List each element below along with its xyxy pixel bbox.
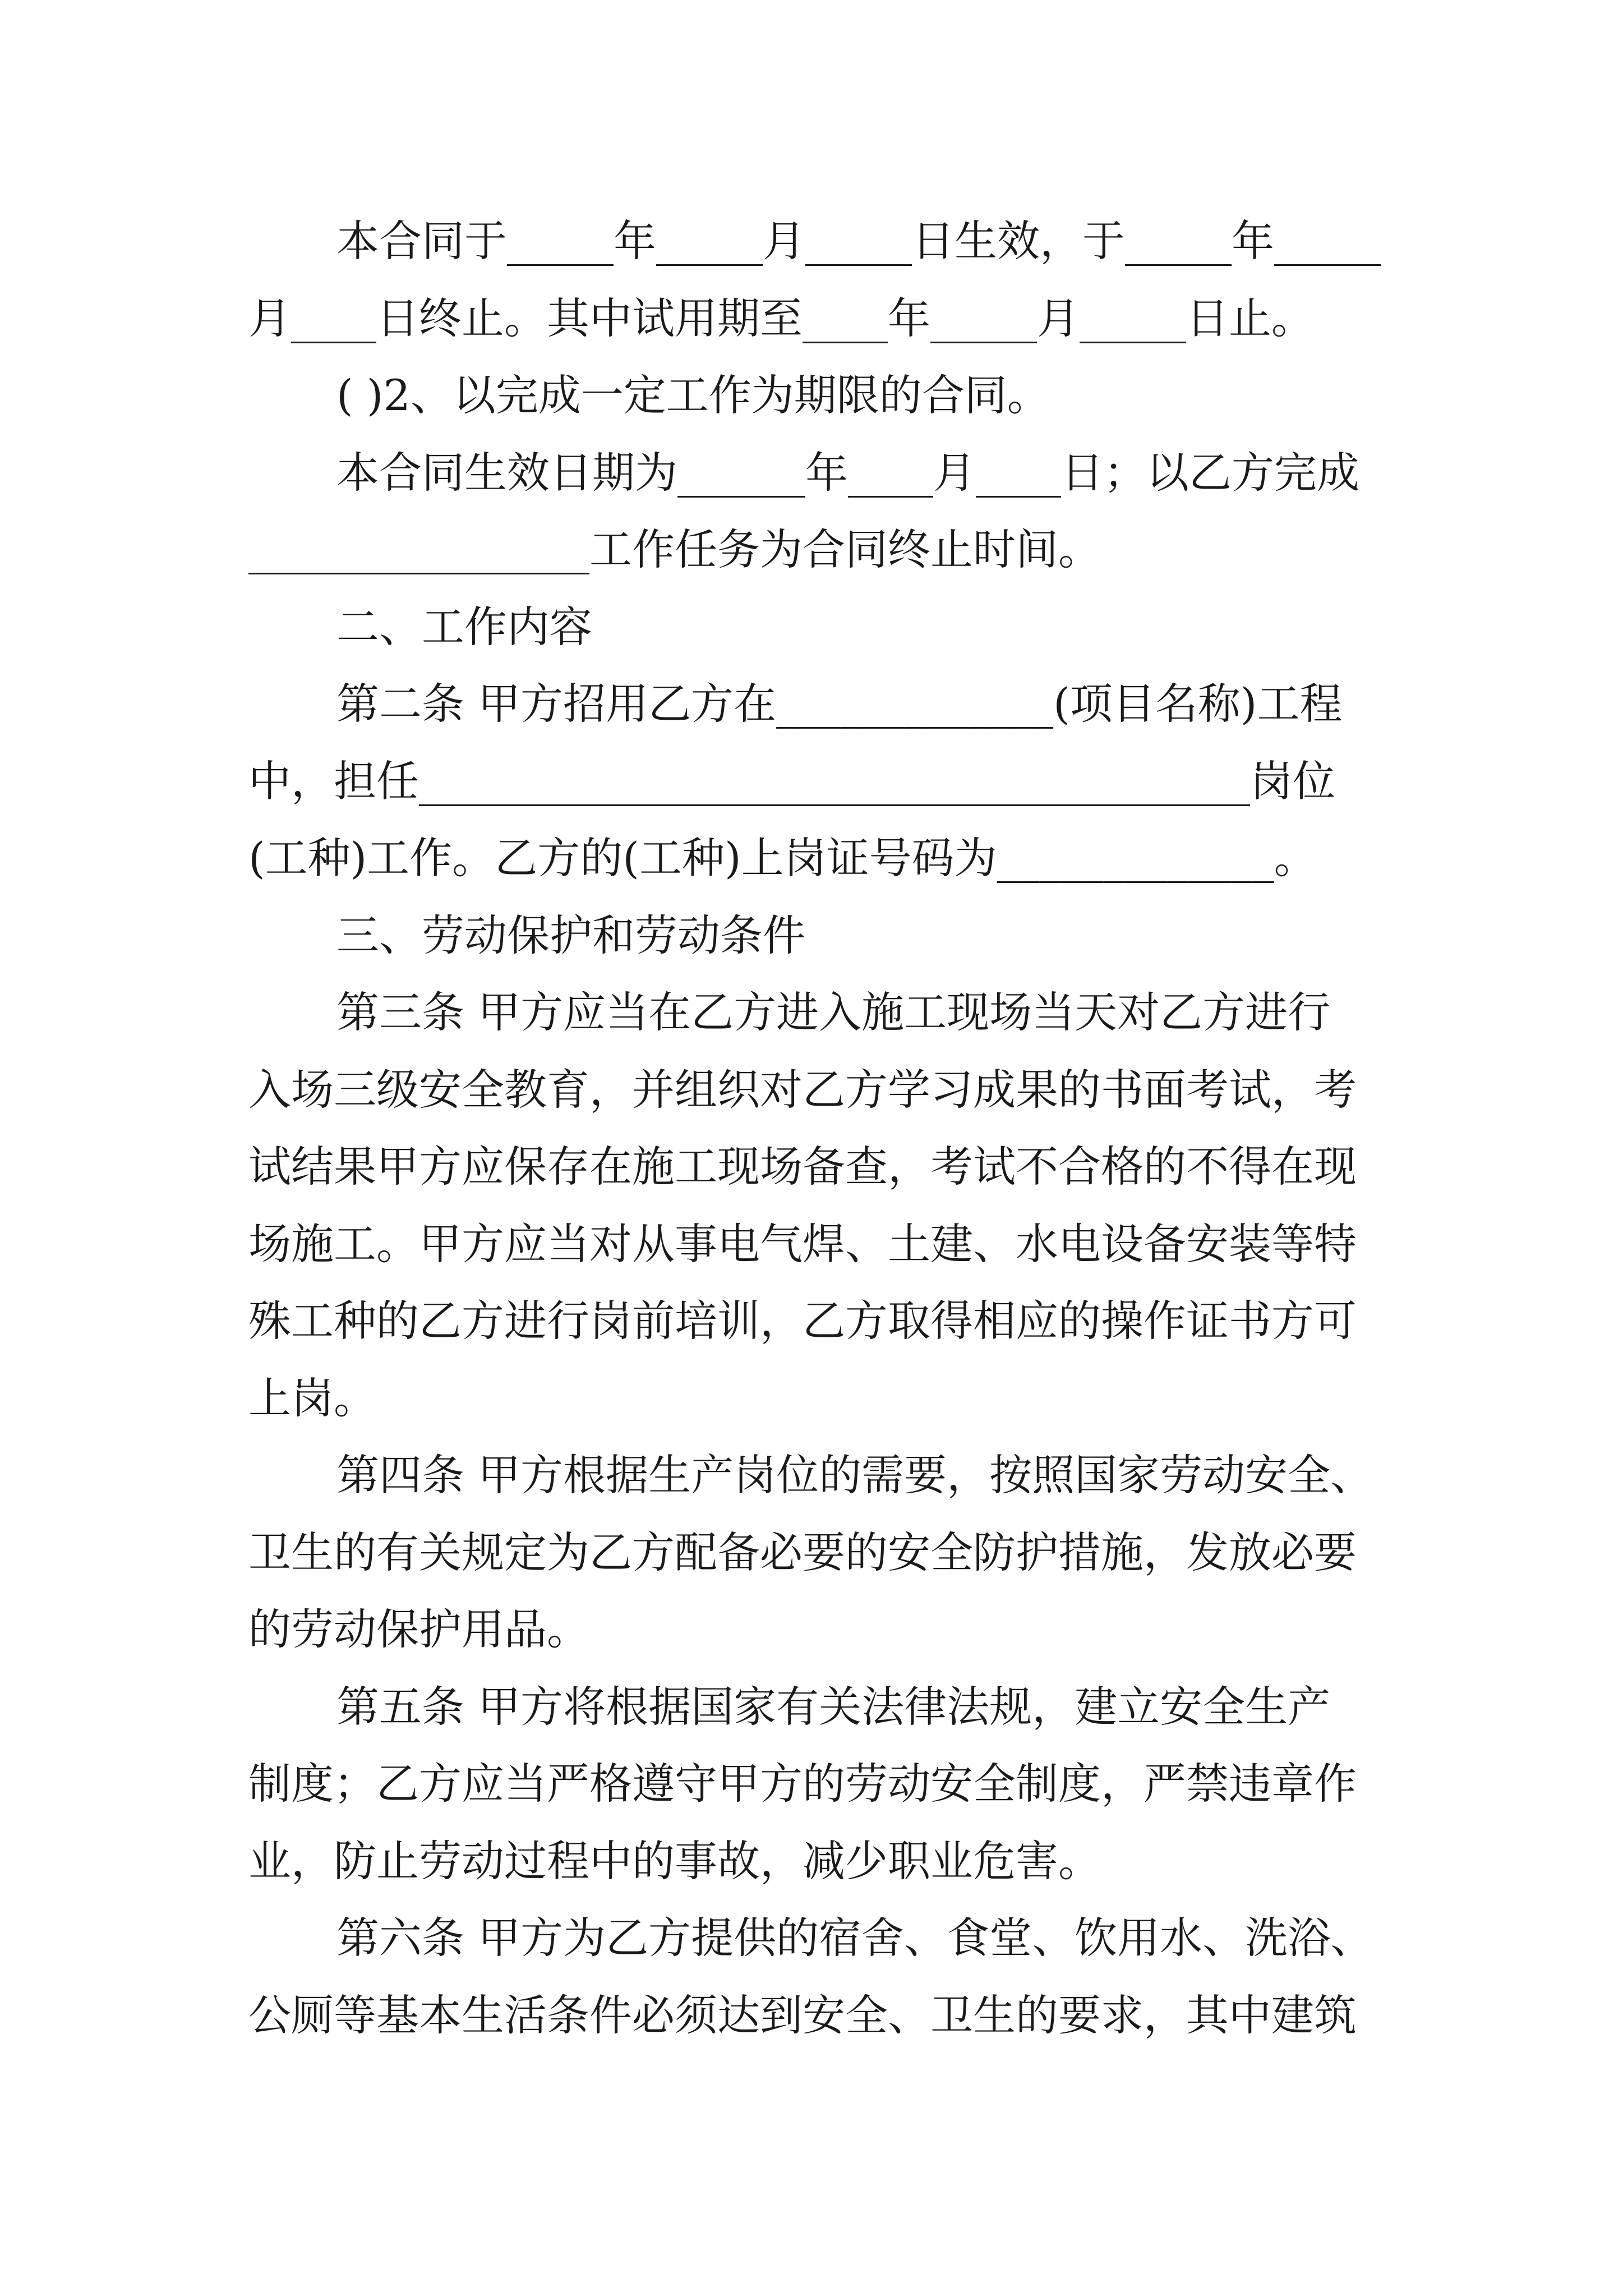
text-line: 公厕等基本生活条件必须达到安全、卫生的要求，其中建筑 (248, 1990, 1357, 2040)
section-heading: 三、劳动保护和劳动条件 (336, 910, 805, 960)
text-line: 殊工种的乙方进行岗前培训，乙方取得相应的操作证书方可 (248, 1296, 1357, 1346)
text-line: 第三条 甲方应当在乙方进入施工现场当天对乙方进行 (336, 987, 1331, 1037)
section-heading: 二、工作内容 (336, 602, 592, 652)
text-line: 第二条 甲方招用乙方在_____________(项目名称)工程 (336, 679, 1343, 729)
text-line: 本合同生效日期为______年____月____日；以乙方完成 (336, 448, 1359, 498)
text-line: 中，担任_______________________________________岗位 (248, 756, 1335, 806)
text-line: 第六条 甲方为乙方提供的宿舍、食堂、饮用水、洗浴、 (336, 1913, 1373, 1963)
text-line: 场施工。甲方应当对从事电气焊、土建、水电设备安装等特 (248, 1219, 1357, 1269)
text-line: 本合同于_____年_____月_____日生效，于_____年_____ (336, 216, 1381, 266)
text-line: 卫生的有关规定为乙方配备必要的安全防护措施，发放必要 (248, 1527, 1357, 1577)
text-line: ________________工作任务为合同终止时间。 (248, 524, 1101, 574)
text-line: 入场三级安全教育，并组织对乙方学习成果的书面考试，考 (248, 1065, 1357, 1115)
text-line: 第五条 甲方将根据国家有关法律法规，建立安全生产 (336, 1682, 1331, 1732)
text-line: 制度；乙方应当严格遵守甲方的劳动安全制度，严禁违章作 (248, 1759, 1357, 1809)
text-line: 业，防止劳动过程中的事故，减少职业危害。 (248, 1836, 1101, 1886)
text-line: 第四条 甲方根据生产岗位的需要，按照国家劳动安全、 (336, 1450, 1373, 1500)
text-line: 月____日终止。其中试用期至____年_____月_____日止。 (248, 293, 1314, 343)
text-line: 的劳动保护用品。 (248, 1604, 589, 1654)
text-line: 试结果甲方应保存在施工现场备查，考试不合格的不得在现 (248, 1142, 1357, 1191)
text-line: (工种)工作。乙方的(工种)上岗证号码为_____________。 (248, 833, 1317, 883)
text-line: ( )2、以完成一定工作为期限的合同。 (336, 370, 1050, 420)
text-line: 上岗。 (248, 1373, 376, 1423)
